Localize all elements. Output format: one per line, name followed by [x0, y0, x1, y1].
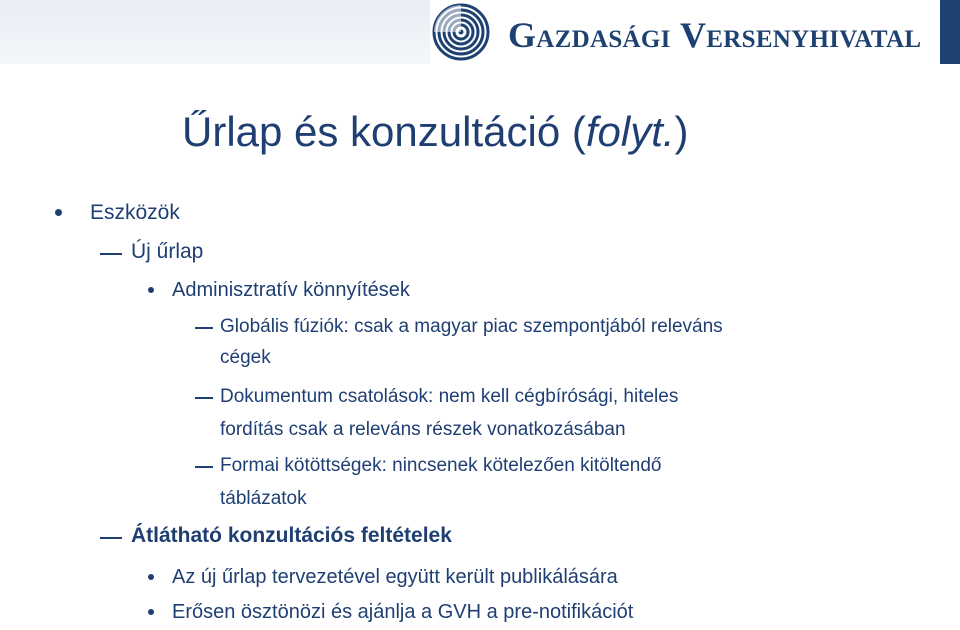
dash-icon: [195, 397, 213, 399]
list-item-level3: Erősen ösztönözi és ajánlja a GVH a pre-notifikációt: [172, 601, 634, 623]
header-bar: [0, 0, 960, 64]
bullet-icon: [55, 209, 62, 216]
slide-title: [182, 102, 689, 162]
bullet-icon: [148, 574, 154, 580]
list-item-level4-line2: cégek: [220, 347, 271, 368]
gvh-spiral-logo-icon: [430, 0, 492, 64]
dash-icon: [100, 253, 122, 255]
header-right-edge: [940, 0, 960, 64]
list-item-level1: Eszközök: [90, 201, 180, 224]
list-item-level4-line2: fordítás csak a releváns részek vonatkozásában: [220, 419, 626, 440]
bullet-icon: [148, 287, 154, 293]
list-item-level4-line1: Dokumentum csatolások: nem kell cégbírósági, hiteles: [220, 386, 679, 407]
title-close: ): [674, 108, 689, 155]
list-item-level4-line2: táblázatok: [220, 488, 307, 509]
title-italic: folyt.: [585, 108, 675, 155]
title-normal: Űrlap és konzultáció (: [182, 108, 586, 155]
dash-icon: [100, 537, 122, 539]
bullet-icon: [148, 609, 154, 615]
dash-icon: [195, 466, 213, 468]
list-item-level3: Az új űrlap tervezetével együtt került publikálására: [172, 566, 618, 588]
dash-icon: [195, 327, 213, 329]
list-item-level4-line1: Formai kötöttségek: nincsenek kötelezően kitöltendő: [220, 455, 662, 476]
header-strip: [0, 0, 430, 64]
org-name: [508, 8, 921, 62]
org-name-part2: Versenyhivatal: [680, 15, 922, 55]
list-item-level3: Adminisztratív könnyítések: [172, 279, 410, 301]
org-name-part1: Gazdasági: [508, 15, 671, 55]
list-item-level2: Új űrlap: [131, 240, 204, 263]
list-item-level4-line1: Globális fúziók: csak a magyar piac szempontjából releváns: [220, 316, 723, 337]
list-item-level2: Átlátható konzultációs feltételek: [131, 524, 452, 547]
